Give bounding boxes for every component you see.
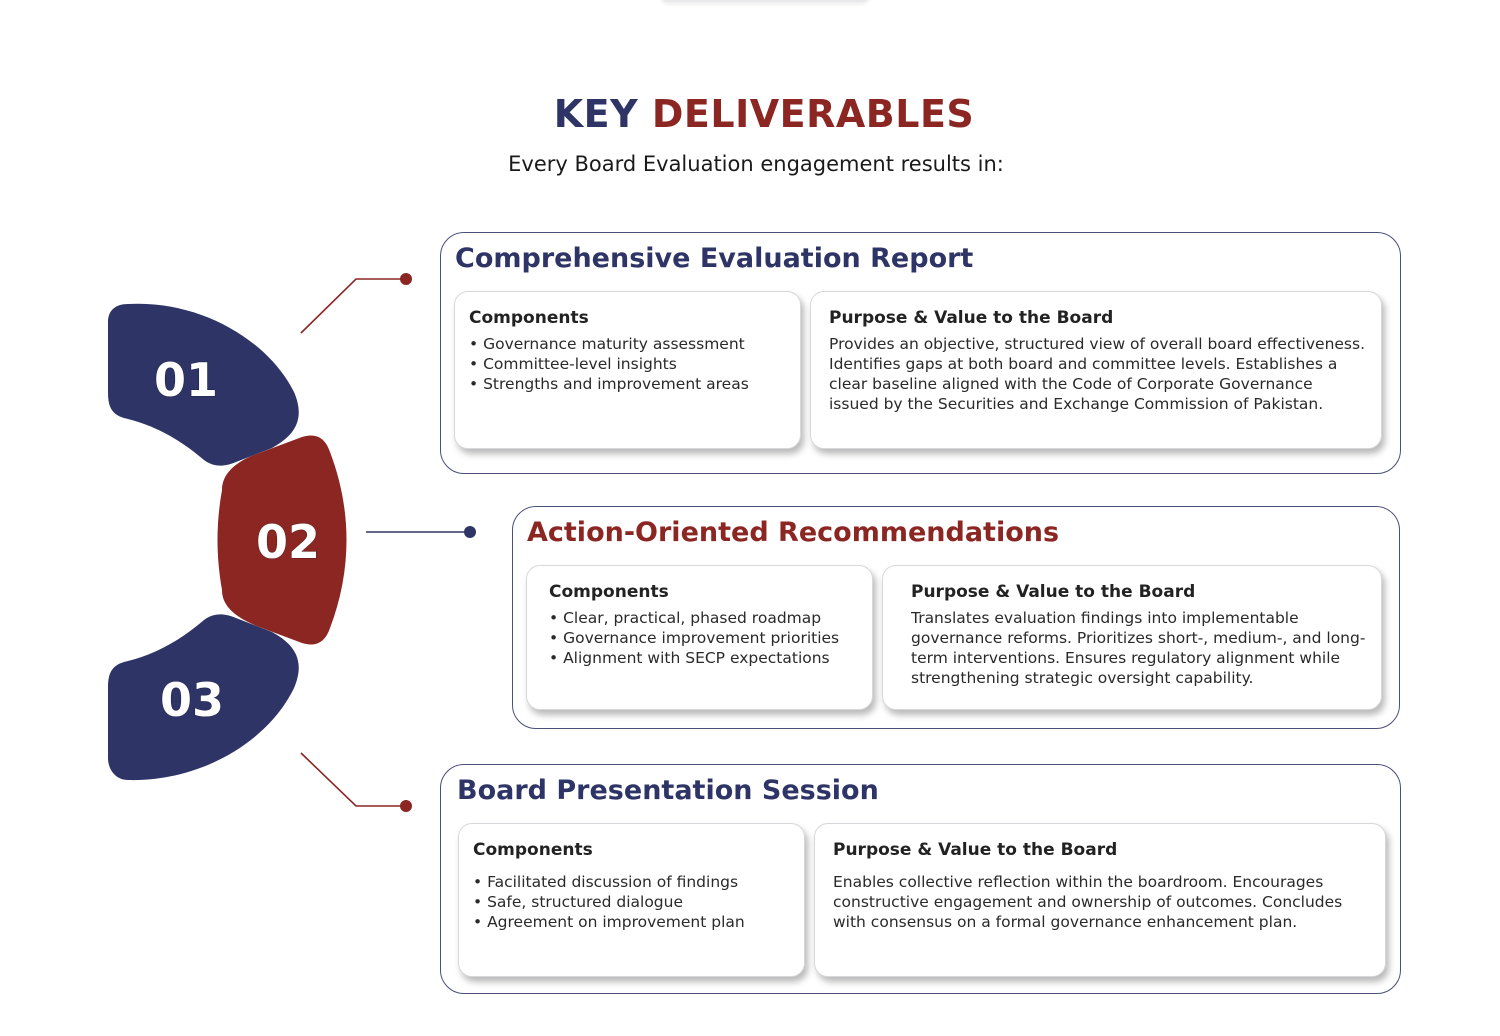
deliverable-card-1 <box>440 232 1401 474</box>
deliverable-3-components-heading: Components <box>473 840 593 860</box>
connector-dot-01 <box>400 273 412 285</box>
deliverable-3-purpose-heading: Purpose & Value to the Board <box>833 840 1118 860</box>
page-subtitle: Every Board Evaluation engagement results in: <box>508 152 1004 176</box>
deliverable-2-purpose-panel <box>882 565 1382 710</box>
deliverable-3-components-panel <box>458 823 805 977</box>
segment-02-number: 02 <box>255 515 321 569</box>
deliverable-card-2 <box>512 506 1400 729</box>
list-item: • Clear, practical, phased roadmap <box>549 608 858 628</box>
deliverable-2-components-list <box>549 608 858 668</box>
connector-dot-03 <box>400 800 412 812</box>
list-item: • Governance improvement priorities <box>549 628 858 648</box>
segment-03-number: 03 <box>159 673 225 727</box>
deliverable-1-components-panel <box>454 291 801 449</box>
connector-03 <box>301 753 406 806</box>
deliverable-3-purpose-panel <box>814 823 1386 977</box>
connector-01 <box>301 279 406 333</box>
connector-dot-02 <box>464 526 476 538</box>
title-part-key: KEY <box>553 92 639 136</box>
deliverable-card-3 <box>440 764 1401 994</box>
deliverable-3-components-list <box>473 872 790 932</box>
list-item: • Governance maturity assessment <box>469 334 786 354</box>
deliverable-2-components-panel <box>526 565 873 710</box>
deliverable-1-purpose-panel <box>810 291 1382 449</box>
deliverable-1-components-heading: Components <box>469 308 589 328</box>
list-item: • Safe, structured dialogue <box>473 892 790 912</box>
list-item: • Facilitated discussion of findings <box>473 872 790 892</box>
list-item: • Strengths and improvement areas <box>469 374 786 394</box>
deliverable-2-purpose-text: Translates evaluation findings into implementable governance reforms. Prioritizes short-, medium-, and long-term interventions. Ensures regulatory alignment while strengthening strategic oversight capability. <box>911 609 1366 687</box>
deliverable-2-purpose-heading: Purpose & Value to the Board <box>911 582 1196 602</box>
deliverable-3-purpose-text: Enables collective reflection within the boardroom. Encourages constructive engagement and ownership of outcomes. Concludes with consensus on a formal governance enhancement plan. <box>833 873 1343 931</box>
deliverable-1-title: Comprehensive Evaluation Report <box>455 243 974 274</box>
list-item: • Alignment with SECP expectations <box>549 648 858 668</box>
list-item: • Committee-level insights <box>469 354 786 374</box>
deliverable-1-purpose-text: Provides an objective, structured view of overall board effectiveness. Identifies gaps at both board and committee levels. Establishes a clear baseline aligned with the Code of Corporate Governance issued by the Securities and Exchange Commission of Pakistan. <box>829 335 1366 413</box>
title-part-deliverables: DELIVERABLES <box>651 92 975 136</box>
deliverable-1-components-list <box>469 334 786 394</box>
deliverable-1-purpose-heading: Purpose & Value to the Board <box>829 308 1114 328</box>
deliverable-2-components-heading: Components <box>549 582 669 602</box>
deliverable-2-title: Action-Oriented Recommendations <box>527 517 1060 548</box>
list-item: • Agreement on improvement plan <box>473 912 790 932</box>
deliverable-3-title: Board Presentation Session <box>457 775 879 806</box>
segment-01-number: 01 <box>153 353 219 407</box>
